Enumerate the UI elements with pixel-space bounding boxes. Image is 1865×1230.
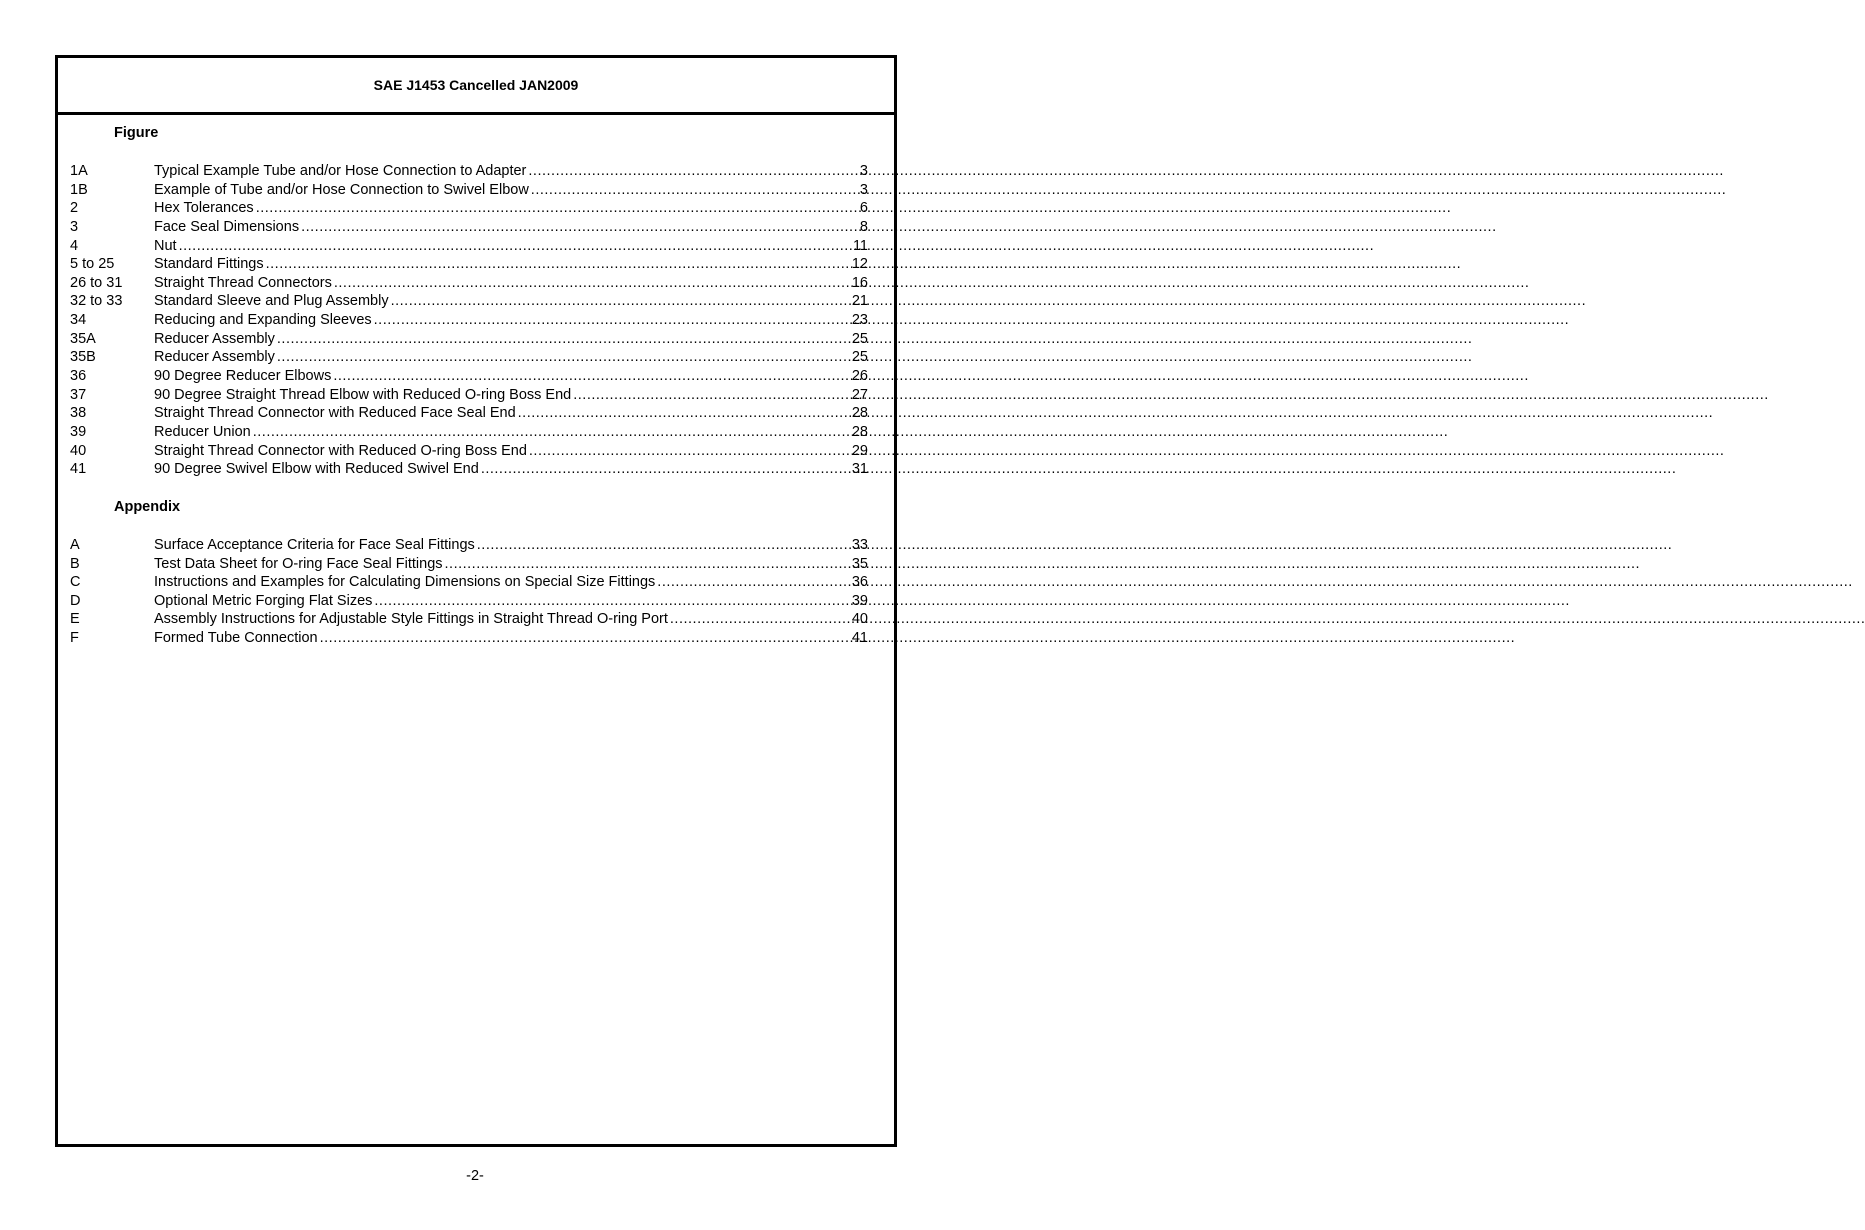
figure-list	[70, 162, 868, 479]
entry-page: 25	[851, 349, 868, 366]
appendix-entry	[70, 536, 868, 555]
document-title: SAE J1453 Cancelled JAN2009	[373, 77, 579, 93]
entry-page: 6	[859, 200, 868, 217]
dot-leader	[481, 460, 850, 479]
entry-title: Assembly Instructions for Adjustable Style Fittings in Straight Thread O-ring Port	[154, 611, 668, 628]
entry-title: 90 Degree Swivel Elbow with Reduced Swivel End	[154, 461, 479, 478]
dot-leader	[277, 330, 850, 349]
dot-leader	[573, 386, 850, 405]
entry-number: 32 to 33	[70, 293, 123, 310]
dot-leader	[477, 536, 850, 555]
dot-leader	[518, 404, 850, 423]
entry-number: 40	[70, 442, 87, 459]
entry-number: 1A	[70, 163, 88, 179]
entry-page: 29	[851, 442, 868, 459]
dot-leader	[253, 423, 850, 442]
dot-leader	[657, 573, 850, 592]
figure-entry	[70, 404, 868, 423]
entry-page: 33	[851, 536, 868, 553]
entry-number: 1B	[70, 181, 88, 198]
entry-title: Hex Tolerances	[154, 200, 254, 217]
figure-entry	[70, 386, 868, 405]
figure-heading: Figure	[114, 125, 159, 141]
dot-leader	[333, 367, 850, 386]
dot-leader	[374, 592, 849, 611]
page-number: -2-	[466, 1168, 484, 1184]
figure-entry	[70, 423, 868, 442]
entry-page: 25	[851, 330, 868, 347]
entry-number: A	[70, 536, 80, 553]
entry-title: Example of Tube and/or Hose Connection to Swivel Elbow	[154, 181, 529, 198]
figure-entry	[70, 330, 868, 349]
entry-number: C	[70, 574, 81, 591]
entry-number: 37	[70, 386, 87, 403]
entry-title: Straight Thread Connectors	[154, 274, 332, 291]
figure-entry	[70, 442, 868, 461]
entry-page: 35	[851, 555, 868, 572]
figure-entry	[70, 367, 868, 386]
entry-page: 26	[851, 368, 868, 385]
figure-entry	[70, 274, 868, 293]
appendix-entry	[70, 592, 868, 611]
entry-number: 26 to 31	[70, 274, 123, 291]
dot-leader	[391, 292, 850, 311]
toc-content	[70, 115, 868, 648]
entry-page: 28	[851, 405, 868, 422]
entry-title: Reducer Union	[154, 423, 251, 440]
entry-number: E	[70, 611, 80, 628]
entry-page: 16	[851, 274, 868, 291]
entry-title: Reducing and Expanding Sleeves	[154, 312, 372, 329]
entry-page: 28	[851, 423, 868, 440]
entry-title: Straight Thread Connector with Reduced Face Seal End	[154, 405, 516, 422]
appendix-entry	[70, 629, 868, 648]
entry-number: 41	[70, 461, 87, 478]
figure-entry	[70, 460, 868, 479]
dot-leader	[374, 311, 850, 330]
entry-title: Standard Fittings	[154, 256, 264, 273]
dot-leader	[531, 181, 858, 200]
dot-leader	[301, 218, 858, 237]
entry-title: Optional Metric Forging Flat Sizes	[154, 592, 373, 609]
appendix-entry	[70, 610, 868, 629]
entry-page: 3	[859, 181, 868, 198]
entry-number: 35B	[70, 349, 96, 366]
figure-entry	[70, 255, 868, 274]
entry-title: Straight Thread Connector with Reduced O-ring Boss End	[154, 442, 527, 459]
entry-number: 35A	[70, 330, 96, 347]
entry-number: 39	[70, 423, 87, 440]
document-frame	[55, 55, 897, 1147]
entry-number: 38	[70, 405, 87, 422]
entry-title: 90 Degree Straight Thread Elbow with Reduced O-ring Boss End	[154, 386, 572, 403]
entry-page: 40	[851, 611, 868, 628]
entry-page: 3	[859, 163, 868, 179]
figure-entry	[70, 311, 868, 330]
entry-page: 27	[851, 386, 868, 403]
dot-leader	[334, 274, 850, 293]
entry-title: 90 Degree Reducer Elbows	[154, 368, 332, 385]
entry-title: Reducer Assembly	[154, 349, 275, 366]
figure-entry	[70, 348, 868, 367]
entry-page: 12	[851, 256, 868, 273]
entry-number: 5 to 25	[70, 256, 115, 273]
entry-page: 11	[852, 237, 868, 254]
entry-page: 31	[851, 461, 868, 478]
dot-leader	[277, 348, 850, 367]
figure-entry	[70, 181, 868, 200]
figure-entry	[70, 237, 868, 256]
figure-entry	[70, 292, 868, 311]
entry-number: 3	[70, 218, 79, 235]
entry-page: 23	[851, 312, 868, 329]
appendix-entry	[70, 573, 868, 592]
entry-page: 41	[851, 630, 868, 647]
dot-leader	[266, 255, 850, 274]
entry-title: Test Data Sheet for O-ring Face Seal Fittings	[154, 555, 443, 572]
entry-page: 8	[859, 218, 868, 235]
entry-title: Surface Acceptance Criteria for Face Seal Fittings	[154, 536, 475, 553]
entry-title: Face Seal Dimensions	[154, 218, 300, 235]
entry-title: Reducer Assembly	[154, 330, 275, 347]
dot-leader	[529, 442, 850, 461]
dot-leader	[445, 555, 850, 574]
entry-page: 39	[851, 592, 868, 609]
entry-number: 36	[70, 368, 87, 385]
appendix-entry	[70, 555, 868, 574]
entry-title: Typical Example Tube and/or Hose Connection to Adapter	[154, 163, 527, 179]
document-header	[58, 58, 894, 115]
entry-page: 21	[851, 293, 868, 310]
entry-number: B	[70, 555, 80, 572]
entry-number: 2	[70, 200, 79, 217]
entry-title: Standard Sleeve and Plug Assembly	[154, 293, 389, 310]
appendix-list	[70, 536, 868, 648]
entry-number: 4	[70, 237, 79, 254]
entry-title: Formed Tube Connection	[154, 630, 318, 647]
entry-number: 34	[70, 312, 87, 329]
entry-number: F	[70, 630, 79, 647]
dot-leader	[256, 199, 858, 218]
figure-entry	[70, 218, 868, 237]
dot-leader	[528, 162, 858, 181]
dot-leader	[670, 610, 850, 629]
figure-entry	[70, 162, 868, 181]
dot-leader	[179, 237, 851, 256]
entry-number: D	[70, 592, 81, 609]
figure-entry	[70, 199, 868, 218]
entry-page: 36	[851, 574, 868, 591]
appendix-heading: Appendix	[114, 498, 181, 515]
entry-title: Instructions and Examples for Calculating Dimensions on Special Size Fittings	[154, 574, 656, 591]
entry-title: Nut	[154, 237, 177, 254]
dot-leader	[320, 629, 850, 648]
